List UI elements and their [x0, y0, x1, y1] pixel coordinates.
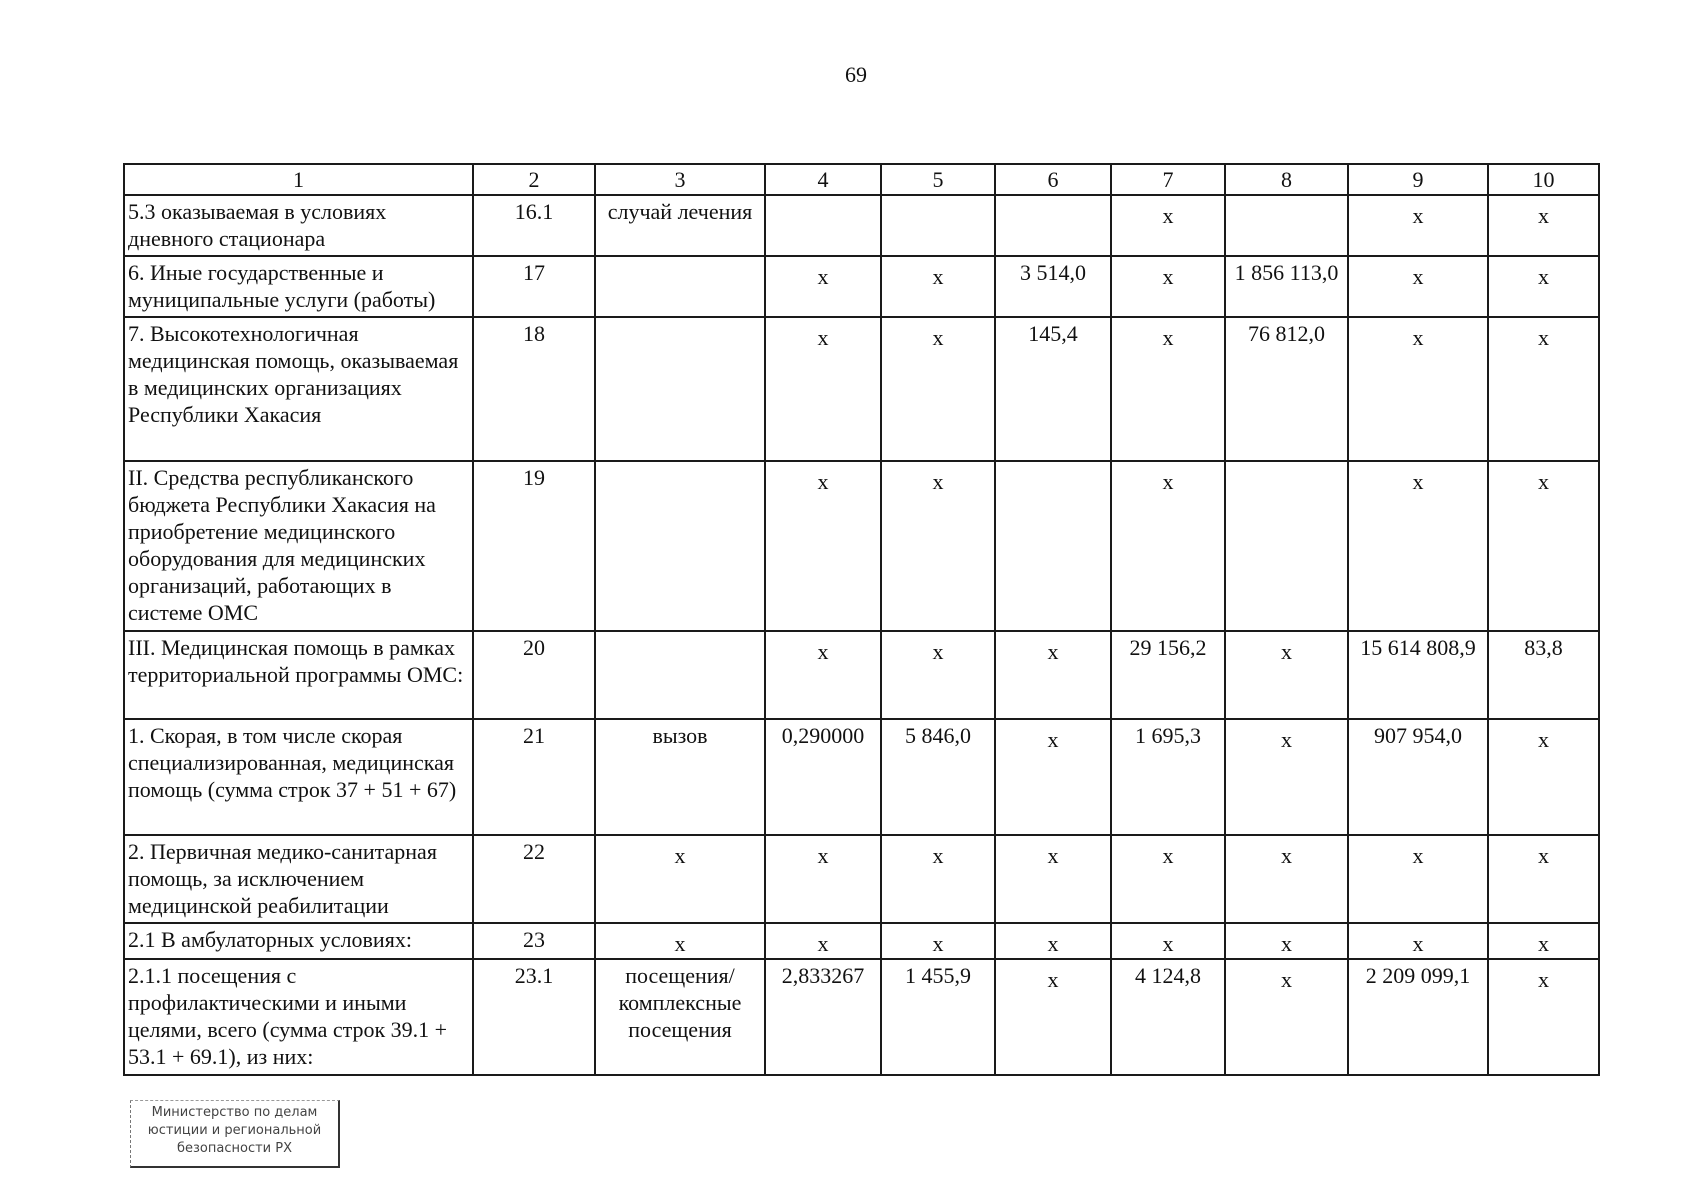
- unit-cell: случай лечения: [595, 195, 765, 256]
- header-cell: 6: [995, 164, 1111, 195]
- page-number: 69: [845, 62, 867, 87]
- value-cell: х: [995, 959, 1111, 1075]
- row-number-cell: 23.1: [473, 959, 595, 1075]
- value-cell: 29 156,2: [1111, 631, 1225, 719]
- row-number-cell: 16.1: [473, 195, 595, 256]
- value-cell: 3 514,0: [995, 256, 1111, 317]
- row-label-cell: 2.1.1 посещения с профилактическими и иными целями, всего (сумма строк 39.1 + 53.1 + 69.1), из них:: [124, 959, 473, 1075]
- unit-cell: [595, 461, 765, 631]
- value-cell: [765, 195, 881, 256]
- value-cell: х: [995, 835, 1111, 923]
- value-cell: х: [1488, 256, 1599, 317]
- value-cell: х: [1111, 195, 1225, 256]
- value-cell: [1225, 461, 1348, 631]
- header-cell: 8: [1225, 164, 1348, 195]
- value-cell: х: [995, 923, 1111, 959]
- value-cell: х: [1488, 317, 1599, 461]
- header-cell: 1: [124, 164, 473, 195]
- row-number-cell: 23: [473, 923, 595, 959]
- value-cell: 15 614 808,9: [1348, 631, 1488, 719]
- row-label-cell: 1. Скорая, в том числе скорая специализированная, медицинская помощь (сумма строк 37 + 51 + 67): [124, 719, 473, 835]
- stamp-line: юстиции и региональной: [147, 1123, 322, 1138]
- value-cell: х: [765, 631, 881, 719]
- value-cell: х: [1225, 959, 1348, 1075]
- value-cell: 1 695,3: [1111, 719, 1225, 835]
- value-cell: х: [1348, 923, 1488, 959]
- value-cell: 1 455,9: [881, 959, 995, 1075]
- unit-cell: посещения/ комплексные посещения: [595, 959, 765, 1075]
- table-row: [124, 835, 1599, 923]
- value-cell: х: [1488, 461, 1599, 631]
- header-cell: 9: [1348, 164, 1488, 195]
- value-cell: 76 812,0: [1225, 317, 1348, 461]
- row-label-cell: 5.3 оказываемая в условиях дневного стационара: [124, 195, 473, 256]
- header-cell: 3: [595, 164, 765, 195]
- value-cell: х: [1488, 719, 1599, 835]
- row-number-cell: 17: [473, 256, 595, 317]
- row-number-cell: 18: [473, 317, 595, 461]
- row-number-cell: 21: [473, 719, 595, 835]
- value-cell: х: [1111, 461, 1225, 631]
- value-cell: х: [1488, 835, 1599, 923]
- value-cell: [995, 461, 1111, 631]
- header-cell: 5: [881, 164, 995, 195]
- value-cell: х: [1488, 959, 1599, 1075]
- value-cell: х: [1111, 256, 1225, 317]
- row-label-cell: 6. Иные государственные и муниципальные услуги (работы): [124, 256, 473, 317]
- row-label-cell: 2. Первичная медико-санитарная помощь, за исключением медицинской реабилитации: [124, 835, 473, 923]
- value-cell: [995, 195, 1111, 256]
- value-cell: х: [1111, 923, 1225, 959]
- table-row: [124, 631, 1599, 719]
- unit-cell: х: [595, 923, 765, 959]
- table-row: [124, 719, 1599, 835]
- table-row: [124, 256, 1599, 317]
- row-label-cell: 2.1 В амбулаторных условиях:: [124, 923, 473, 959]
- data-table: [123, 163, 1600, 1076]
- table-row: [124, 959, 1599, 1075]
- header-cell: 4: [765, 164, 881, 195]
- value-cell: 2 209 099,1: [1348, 959, 1488, 1075]
- value-cell: х: [765, 317, 881, 461]
- value-cell: 4 124,8: [1111, 959, 1225, 1075]
- table-row: [124, 923, 1599, 959]
- value-cell: х: [995, 631, 1111, 719]
- value-cell: х: [1488, 923, 1599, 959]
- table-row: [124, 317, 1599, 461]
- stamp-line: Министерство по делам: [151, 1105, 318, 1120]
- value-cell: х: [1348, 461, 1488, 631]
- value-cell: 2,833267: [765, 959, 881, 1075]
- value-cell: х: [1225, 835, 1348, 923]
- value-cell: х: [881, 631, 995, 719]
- value-cell: х: [1225, 719, 1348, 835]
- row-number-cell: 19: [473, 461, 595, 631]
- row-label-cell: II. Средства республиканского бюджета Республики Хакасия на приобретение медицинского оборудования для медицинских организаций, работающих в системе ОМС: [124, 461, 473, 631]
- value-cell: [1225, 195, 1348, 256]
- value-cell: х: [881, 461, 995, 631]
- header-cell: 7: [1111, 164, 1225, 195]
- value-cell: 0,290000: [765, 719, 881, 835]
- unit-cell: х: [595, 835, 765, 923]
- table-row: [124, 461, 1599, 631]
- row-label-cell: 7. Высокотехнологичная медицинская помощь, оказываемая в медицинских организациях Республики Хакасия: [124, 317, 473, 461]
- unit-cell: [595, 317, 765, 461]
- value-cell: 1 856 113,0: [1225, 256, 1348, 317]
- value-cell: х: [765, 835, 881, 923]
- value-cell: х: [1225, 923, 1348, 959]
- value-cell: х: [1348, 835, 1488, 923]
- value-cell: х: [881, 835, 995, 923]
- value-cell: 5 846,0: [881, 719, 995, 835]
- value-cell: х: [765, 923, 881, 959]
- unit-cell: [595, 256, 765, 317]
- table-header-row: [124, 164, 1599, 195]
- header-cell: 2: [473, 164, 595, 195]
- table-row: [124, 195, 1599, 256]
- row-label-cell: III. Медицинская помощь в рамках территориальной программы ОМС:: [124, 631, 473, 719]
- value-cell: [881, 195, 995, 256]
- value-cell: х: [881, 256, 995, 317]
- value-cell: х: [1348, 256, 1488, 317]
- value-cell: х: [1348, 317, 1488, 461]
- value-cell: х: [765, 461, 881, 631]
- value-cell: 907 954,0: [1348, 719, 1488, 835]
- value-cell: х: [1348, 195, 1488, 256]
- value-cell: х: [1111, 835, 1225, 923]
- value-cell: х: [881, 317, 995, 461]
- value-cell: х: [1225, 631, 1348, 719]
- value-cell: х: [1111, 317, 1225, 461]
- value-cell: 83,8: [1488, 631, 1599, 719]
- value-cell: 145,4: [995, 317, 1111, 461]
- value-cell: х: [765, 256, 881, 317]
- stamp-line: безопасности РХ: [177, 1141, 292, 1156]
- unit-cell: вызов: [595, 719, 765, 835]
- value-cell: х: [1488, 195, 1599, 256]
- row-number-cell: 22: [473, 835, 595, 923]
- unit-cell: [595, 631, 765, 719]
- registration-stamp: [130, 1100, 340, 1168]
- value-cell: х: [995, 719, 1111, 835]
- row-number-cell: 20: [473, 631, 595, 719]
- value-cell: х: [881, 923, 995, 959]
- header-cell: 10: [1488, 164, 1599, 195]
